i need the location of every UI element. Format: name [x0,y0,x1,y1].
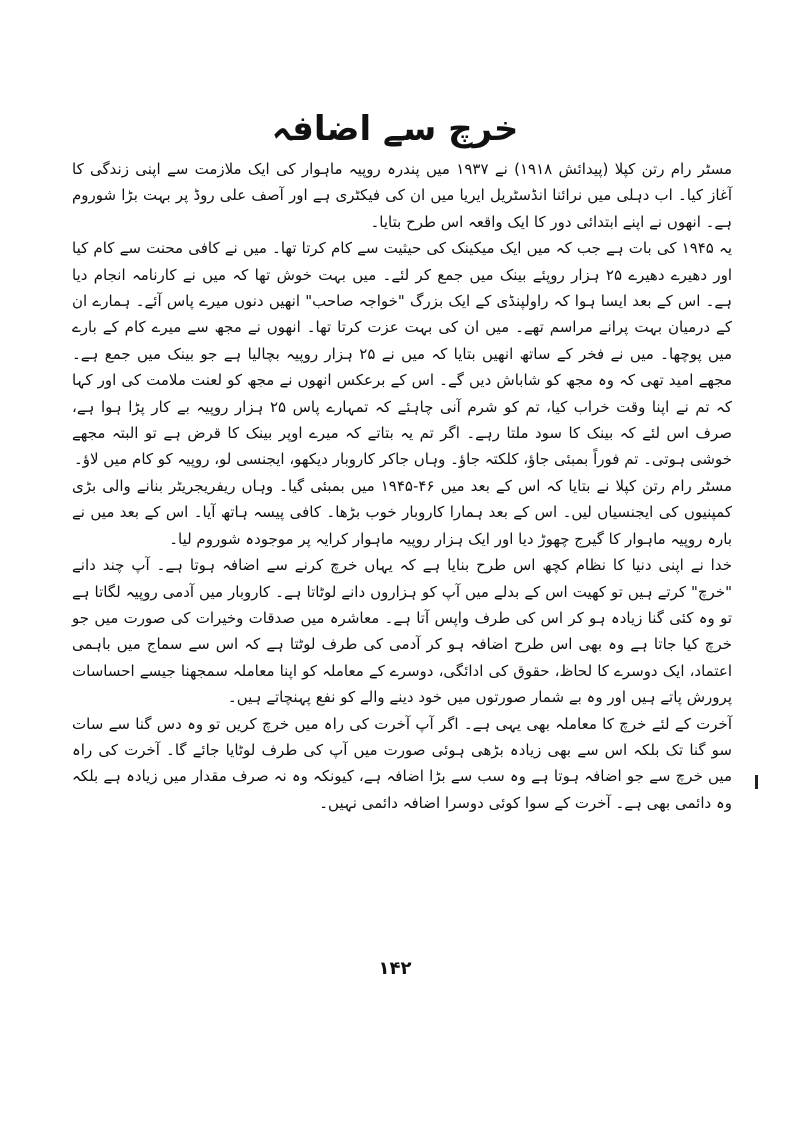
body-text [72,156,732,816]
paragraph-1: مسٹر رام رتن کپلا (پیدائش ۱۹۱۸) نے ۱۹۳۷ میں پندرہ روپیہ ماہوار کی ایک ملازمت سے اپنی زندگی کا آغاز کیا۔ اب دہلی میں نرائنا انڈسٹریل ایریا میں ان کی فیکٹری ہے اور آصف علی روڈ پر بہت بڑا شوروم ہے۔ انھوں نے اپنے ابتدائی دور کا ایک واقعہ اس طرح بتایا۔ [72,160,732,231]
page-title: خرچ سے اضافہ [271,109,519,149]
paragraph-5: آخرت کے لئے خرچ کا معاملہ بھی یہی ہے۔ اگر آپ آخرت کی راہ میں خرچ کریں تو وہ دس گنا سے سات سو گنا تک بلکہ اس سے بھی زیادہ بڑھی ہوئی صورت میں آپ کی طرف لوٹایا جائے گا۔ آخرت کی راہ میں خرچ سے جو اضافہ ہوتا ہے وہ سب سے بڑا اضافہ ہے، کیونکہ وہ نہ صرف مقدار میں زیادہ ہے بلکہ وہ دائمی بھی ہے۔ آخرت کے سوا کوئی دوسرا اضافہ دائمی نہیں۔ [72,714,732,812]
page-number: ۱۴۲ [378,958,412,979]
paragraph-3: مسٹر رام رتن کپلا نے بتایا کہ اس کے بعد میں ۴۶-۱۹۴۵ میں بمبئی گیا۔ وہاں ریفریجریٹر بنانے والی بڑی کمپنیوں کی ایجنسیاں لیں۔ اس کے بعد ہمارا کاروبار خوب بڑھا۔ کافی پیسہ ہاتھ آیا۔ اس کے بعد میں نے بارہ روپیہ ماہوار کا گیرج چھوڑ دیا اور ایک ہزار روپیہ ماہوار کرایہ پر موجودہ شوروم لیا۔ [72,476,733,548]
paragraph-2: یہ ۱۹۴۵ کی بات ہے جب کہ میں ایک میکینک کی حیثیت سے کام کرتا تھا۔ میں نے کافی محنت سے کام کیا اور دھیرے دھیرے ۲۵ ہزار روپئے بینک میں جمع کر لئے۔ میں بہت خوش تھا کہ میں نے کارنامہ انجام دیا ہے۔ اس کے بعد ایسا ہوا کہ راولپنڈی کے ایک بزرگ "خواجہ صاحب" انھیں دنوں میرے پاس آئے۔ ہمارے ان کے درمیان بہت پرانے مراسم تھے۔ میں ان کی بہت عزت کرتا تھا۔ انھوں نے مجھ سے میرے کام کے بارے میں پوچھا۔ میں نے فخر کے ساتھ انھیں بتایا کہ میں نے ۲۵ ہزار روپیہ بچالیا ہے جو بینک میں جمع ہے۔ مجھے امید تھی کہ وہ مجھ کو شاباش دیں گے۔ اس کے برعکس انھوں نے مجھ کو لعنت ملامت کی اور کہا کہ تم نے اپنا وقت خراب کیا، تم کو شرم آنی چاہئے کہ تمہارے پاس ۲۵ ہزار روپیہ بے کار پڑا ہوا ہے، صرف اس لئے کہ بینک کا سود ملتا رہے۔ اگر تم یہ بتاتے کہ میرے اوپر بینک کا قرض ہے تو البتہ مجھے خوشی ہوتی۔ تم فوراً بمبئی جاؤ، کلکتہ جاؤ۔ وہاں جاکر کاروبار دیکھو، ایجنسی لو، روپیہ کو کام میں لاؤ۔ [72,239,733,469]
paragraph-4: خدا نے اپنی دنیا کا نظام کچھ اس طرح بنایا ہے کہ یہاں خرچ کرنے سے اضافہ ہوتا ہے۔ آپ چند دانے "خرچ" کرتے ہیں تو کھیت اس کے بدلے میں آپ کو ہزاروں دانے لوٹاتا ہے۔ کاروبار میں آدمی روپیہ لگاتا ہے تو وہ کئی گنا زیادہ ہو کر اس کی طرف واپس آتا ہے۔ معاشرہ میں صدقات وخیرات کی صورت میں جو خرچ کیا جاتا ہے وہ بھی اس طرح اضافہ ہو کر آدمی کی طرف لوٹتا ہے کہ اس سے سماج میں باہمی اعتماد، ایک دوسرے کا لحاظ، حقوق کی ادائگی، دوسرے کے معاملہ کو اپنا معاملہ سمجھنا جیسے احساسات پرورش پاتے ہیں اور وہ بے شمار صورتوں میں خود دینے والے کو نفع پہنچاتے ہیں۔ [72,556,732,707]
margin-mark [755,775,758,789]
